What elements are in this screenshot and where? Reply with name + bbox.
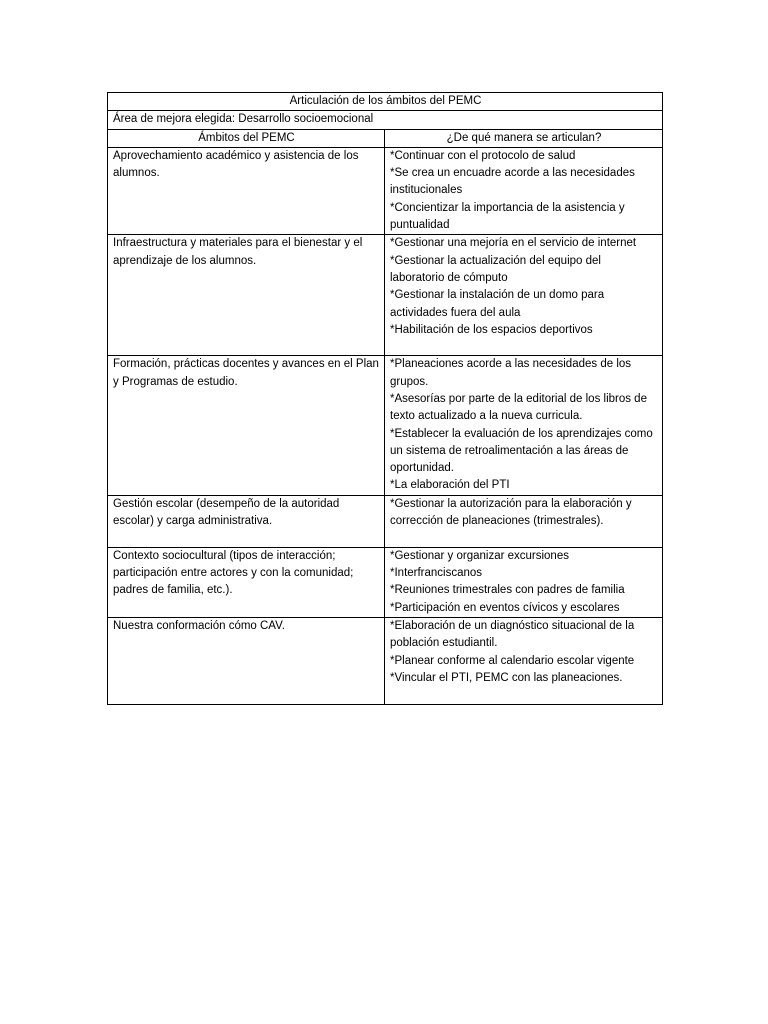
- articulacion-cell: [385, 547, 663, 617]
- articulacion-item: *Reuniones trimestrales con padres de familia: [390, 584, 625, 597]
- table-row: [108, 495, 663, 547]
- table-row: [108, 147, 663, 234]
- ambito-cell: Gestión escolar (desempeño de la autoridad escolar) y carga administrativa.: [108, 495, 385, 547]
- articulacion-cell: [385, 356, 663, 495]
- articulacion-item: *Asesorías por parte de la editorial de los libros de texto actualizado a la nueva curricula.: [390, 392, 647, 423]
- table-row: [108, 617, 663, 704]
- articulacion-item: *Elaboración de un diagnóstico situacional de la población estudiantil.: [390, 619, 635, 650]
- header-row: [108, 129, 663, 147]
- articulacion-item: *Concientizar la importancia de la asistencia y puntualidad: [390, 201, 625, 232]
- articulacion-item: *Interfranciscanos: [390, 567, 483, 580]
- articulacion-item: *Gestionar y organizar excursiones: [390, 549, 569, 562]
- articulacion-item: *Gestionar la autorización para la elaboración y corrección de planeaciones (trimestrales).: [390, 497, 632, 528]
- ambito-cell: Aprovechamiento académico y asistencia de los alumnos.: [108, 147, 385, 234]
- articulacion-cell: [385, 235, 663, 356]
- articulacion-item: *Planear conforme al calendario escolar vigente: [390, 654, 635, 667]
- table-row: [108, 356, 663, 495]
- articulacion-item: *Se crea un encuadre acorde a las necesidades institucionales: [390, 167, 635, 197]
- articulacion-item: *Habilitación de los espacios deportivos: [390, 323, 593, 336]
- pemc-table: [107, 92, 663, 705]
- articulacion-cell: [385, 617, 663, 704]
- articulacion-item: *Gestionar la actualización del equipo del laboratorio de cómputo: [390, 254, 601, 284]
- articulacion-item: *Continuar con el protocolo de salud: [390, 149, 576, 162]
- table-title: Articulación de los ámbitos del PEMC: [108, 93, 663, 111]
- articulacion-item: *Participación en eventos cívicos y escolares: [390, 601, 620, 614]
- table-title-row: [108, 93, 663, 111]
- articulacion-item: *Vincular el PTI, PEMC con las planeaciones.: [390, 671, 623, 684]
- ambito-cell: Infraestructura y materiales para el bienestar y el aprendizaje de los alumnos.: [108, 235, 385, 356]
- ambito-cell: Formación, prácticas docentes y avances en el Plan y Programas de estudio.: [108, 356, 385, 495]
- articulacion-item: *Gestionar la instalación de un domo para actividades fuera del aula: [390, 289, 605, 319]
- column-header-articulacion: ¿De qué manera se articulan?: [385, 129, 663, 147]
- articulacion-item: *Gestionar una mejoría en el servicio de internet: [390, 237, 637, 250]
- ambito-cell: Nuestra conformación cómo CAV.: [108, 617, 385, 704]
- column-header-ambitos: Ámbitos del PEMC: [108, 129, 385, 147]
- articulacion-item: *Establecer la evaluación de los aprendizajes como un sistema de retroalimentación a las áreas de oportunidad.: [390, 427, 653, 475]
- ambito-cell: Contexto sociocultural (tipos de interacción; participación entre actores y con la comunidad; padres de familia, etc.).: [108, 547, 385, 617]
- articulacion-cell: [385, 495, 663, 547]
- articulacion-item: *Planeaciones acorde a las necesidades de los grupos.: [390, 358, 632, 388]
- area-row: [108, 111, 663, 129]
- table-row: [108, 235, 663, 356]
- articulacion-cell: [385, 147, 663, 234]
- table-row: [108, 547, 663, 617]
- articulacion-item: *La elaboración del PTI: [390, 479, 510, 492]
- area-label: Área de mejora elegida: Desarrollo socioemocional: [108, 111, 663, 129]
